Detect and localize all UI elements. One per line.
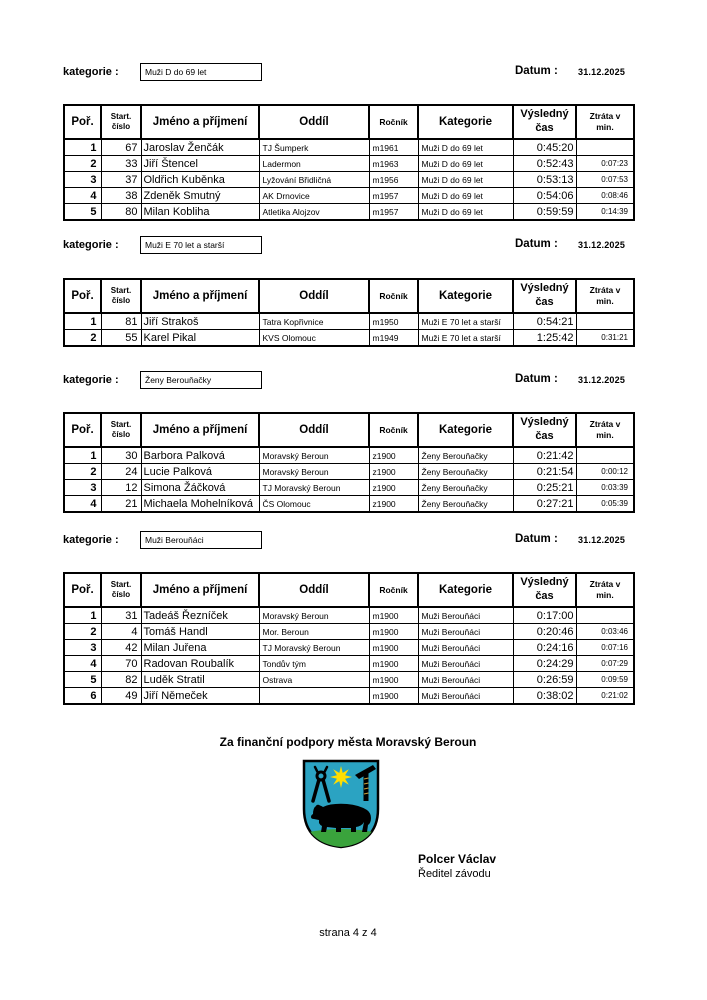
results-table: [63, 412, 635, 513]
cell-ztrata: 0:08:46: [576, 188, 634, 204]
table-head: [64, 573, 634, 607]
column-header-text: číslo: [111, 296, 131, 305]
column-header-cas: [513, 413, 576, 447]
table-head: [64, 413, 634, 447]
cell-start: 70: [101, 656, 141, 672]
cell-ztrata: 0:09:59: [576, 672, 634, 688]
cell-rocnik: m1950: [369, 313, 418, 330]
column-header-text: Kategorie: [438, 424, 493, 436]
column-header-text: Výsledný: [520, 282, 569, 295]
cell-por: 5: [64, 204, 101, 221]
cell-start: 42: [101, 640, 141, 656]
cell-cas: 0:21:54: [513, 464, 576, 480]
column-header-por: [64, 573, 101, 607]
table-row: [64, 330, 634, 347]
date-value: 31.12.2025: [578, 67, 626, 77]
cell-kategorie: Muži E 70 let a starší: [418, 313, 513, 330]
cell-kategorie: Ženy Berouňačky: [418, 496, 513, 513]
cell-cas: 1:25:42: [513, 330, 576, 347]
cell-start: 4: [101, 624, 141, 640]
cell-kategorie: Muži D do 69 let: [418, 172, 513, 188]
cell-start: 33: [101, 156, 141, 172]
table-body: [64, 313, 634, 346]
column-header-jmeno: [141, 279, 259, 313]
cell-cas: 0:20:46: [513, 624, 576, 640]
column-header-text: Start.: [110, 420, 132, 430]
cell-cas: 0:52:43: [513, 156, 576, 172]
column-header-text: Poř.: [71, 584, 94, 596]
column-header-text: Ztráta v: [589, 578, 621, 589]
cell-start: 55: [101, 330, 141, 347]
cell-start: 67: [101, 139, 141, 156]
cell-rocnik: m1949: [369, 330, 418, 347]
cell-oddil: TJ Moravský Beroun: [259, 640, 369, 656]
cell-rocnik: m1900: [369, 688, 418, 705]
cell-oddil: Moravský Beroun: [259, 447, 369, 464]
cell-cas: 0:24:16: [513, 640, 576, 656]
cell-rocnik: m1900: [369, 672, 418, 688]
cell-cas: 0:17:00: [513, 607, 576, 624]
column-header-text: Ztráta v: [589, 284, 621, 295]
signature-block: [418, 852, 496, 880]
column-header-text: Ročník: [379, 117, 408, 127]
cell-start: 82: [101, 672, 141, 688]
column-header-text: Kategorie: [438, 584, 493, 596]
cell-oddil: [259, 688, 369, 705]
table-body: [64, 447, 634, 512]
column-header-oddil: [259, 105, 369, 139]
column-header-text: Výsledný: [520, 108, 569, 121]
column-header-text: Ztráta v: [589, 418, 621, 429]
results-table: [63, 104, 635, 221]
cell-jmeno: Zdeněk Smutný: [141, 188, 259, 204]
category-label: kategorie :: [63, 239, 119, 251]
category-value-box: [140, 371, 262, 389]
table-row: [64, 688, 634, 705]
cell-ztrata: 0:14:39: [576, 204, 634, 221]
cell-ztrata: 0:31:21: [576, 330, 634, 347]
category-label: kategorie :: [63, 66, 119, 78]
column-header-kategorie: [418, 279, 513, 313]
page-number: strana 4 z 4: [319, 927, 377, 939]
table-row: [64, 624, 634, 640]
category-value-box: [140, 531, 262, 549]
star-icon: [330, 766, 352, 788]
column-header-text: Jméno a příjmení: [152, 424, 248, 436]
cell-cas: 0:27:21: [513, 496, 576, 513]
cell-por: 3: [64, 172, 101, 188]
cell-cas: 0:24:29: [513, 656, 576, 672]
column-header-kategorie: [418, 573, 513, 607]
column-header-cas: [513, 105, 576, 139]
cell-start: 31: [101, 607, 141, 624]
cell-por: 1: [64, 447, 101, 464]
cell-rocnik: m1963: [369, 156, 418, 172]
column-header-text: Jméno a příjmení: [152, 584, 248, 596]
table-row: [64, 656, 634, 672]
column-header-text: Ročník: [379, 585, 408, 595]
column-header-text: čas: [535, 122, 554, 134]
cell-jmeno: Milan Kobliha: [141, 204, 259, 221]
cell-start: 81: [101, 313, 141, 330]
column-header-text: Oddíl: [299, 116, 329, 128]
header-row: [64, 105, 634, 139]
cell-jmeno: Jaroslav Ženčák: [141, 139, 259, 156]
cell-oddil: Ladermon: [259, 156, 369, 172]
cell-kategorie: Ženy Berouňačky: [418, 447, 513, 464]
column-header-text: Kategorie: [438, 290, 493, 302]
cell-jmeno: Simona Žáčková: [141, 480, 259, 496]
cell-cas: 0:53:13: [513, 172, 576, 188]
column-header-por: [64, 105, 101, 139]
cell-kategorie: Muži Berouňáci: [418, 607, 513, 624]
category-value-box: [140, 236, 262, 254]
column-header-start: [101, 279, 141, 313]
table-head: [64, 105, 634, 139]
cell-oddil: KVS Olomouc: [259, 330, 369, 347]
cell-start: 49: [101, 688, 141, 705]
cell-kategorie: Muži D do 69 let: [418, 139, 513, 156]
cell-ztrata: [576, 447, 634, 464]
cell-kategorie: Muži Berouňáci: [418, 656, 513, 672]
column-header-text: min.: [596, 590, 614, 600]
column-header-text: min.: [596, 430, 614, 440]
cell-rocnik: m1957: [369, 204, 418, 221]
cell-rocnik: m1900: [369, 656, 418, 672]
cell-cas: 0:21:42: [513, 447, 576, 464]
cell-rocnik: m1956: [369, 172, 418, 188]
date-label: Datum :: [515, 373, 558, 385]
column-header-rocnik: [369, 105, 418, 139]
column-header-text: Poř.: [71, 290, 94, 302]
cell-jmeno: Barbora Palková: [141, 447, 259, 464]
column-header-text: Jméno a příjmení: [152, 290, 248, 302]
cell-jmeno: Tomáš Handl: [141, 624, 259, 640]
cell-rocnik: m1900: [369, 624, 418, 640]
cell-start: 21: [101, 496, 141, 513]
table-row: [64, 672, 634, 688]
column-header-start: [101, 413, 141, 447]
column-header-text: Oddíl: [299, 424, 329, 436]
cell-cas: 0:54:21: [513, 313, 576, 330]
cell-rocnik: m1961: [369, 139, 418, 156]
table-row: [64, 204, 634, 221]
column-header-jmeno: [141, 413, 259, 447]
cell-oddil: Lyžování Břidličná: [259, 172, 369, 188]
cell-oddil: Ostrava: [259, 672, 369, 688]
date-value: 31.12.2025: [578, 375, 626, 385]
column-header-cas: [513, 573, 576, 607]
cell-rocnik: z1900: [369, 480, 418, 496]
results-table: [63, 572, 635, 705]
column-header-text: Ztráta v: [589, 110, 621, 121]
cell-kategorie: Muži Berouňáci: [418, 688, 513, 705]
signature-name: Polcer Václav: [418, 852, 497, 866]
category-value: Muži E 70 let a starší: [145, 240, 225, 250]
column-header-oddil: [259, 413, 369, 447]
column-header-text: Start.: [110, 580, 132, 590]
table-head: [64, 279, 634, 313]
category-value: Ženy Berouňačky: [145, 375, 212, 385]
cell-start: 24: [101, 464, 141, 480]
category-value: Muži D do 69 let: [145, 67, 207, 77]
cell-por: 3: [64, 640, 101, 656]
table-row: [64, 480, 634, 496]
cell-kategorie: Ženy Berouňačky: [418, 480, 513, 496]
table-row: [64, 156, 634, 172]
column-header-text: Jméno a příjmení: [152, 116, 248, 128]
cell-ztrata: 0:00:12: [576, 464, 634, 480]
cell-rocnik: m1957: [369, 188, 418, 204]
cell-ztrata: [576, 607, 634, 624]
category-line: [0, 236, 707, 258]
column-header-text: Oddíl: [299, 584, 329, 596]
column-header-text: Ročník: [379, 425, 408, 435]
cell-por: 6: [64, 688, 101, 705]
cell-ztrata: 0:21:02: [576, 688, 634, 705]
cell-start: 80: [101, 204, 141, 221]
cell-por: 1: [64, 313, 101, 330]
cell-oddil: TJ Moravský Beroun: [259, 480, 369, 496]
column-header-text: číslo: [111, 590, 131, 599]
column-header-oddil: [259, 279, 369, 313]
cell-ztrata: [576, 139, 634, 156]
cell-kategorie: Muži D do 69 let: [418, 204, 513, 221]
date-value: 31.12.2025: [578, 535, 626, 545]
cell-oddil: Mor. Beroun: [259, 624, 369, 640]
cell-ztrata: 0:05:39: [576, 496, 634, 513]
cell-rocnik: z1900: [369, 464, 418, 480]
cell-start: 38: [101, 188, 141, 204]
category-value-box: [140, 63, 262, 81]
table-row: [64, 607, 634, 624]
column-header-ztrata: [576, 279, 634, 313]
cell-ztrata: 0:03:39: [576, 480, 634, 496]
cell-por: 2: [64, 624, 101, 640]
table-row: [64, 139, 634, 156]
cell-oddil: Tatra Kopřivnice: [259, 313, 369, 330]
cell-start: 30: [101, 447, 141, 464]
column-header-text: Oddíl: [299, 290, 329, 302]
cell-cas: 0:26:59: [513, 672, 576, 688]
table-row: [64, 172, 634, 188]
cell-cas: 0:54:06: [513, 188, 576, 204]
cell-jmeno: Tadeáš Řezníček: [141, 607, 259, 624]
cell-oddil: ČS Olomouc: [259, 496, 369, 513]
column-header-text: číslo: [111, 122, 131, 131]
cell-por: 4: [64, 188, 101, 204]
cell-por: 3: [64, 480, 101, 496]
signature-title: Ředitel závodu: [418, 868, 491, 880]
column-header-text: Start.: [110, 286, 132, 296]
cell-jmeno: Jiří Němeček: [141, 688, 259, 705]
cell-oddil: Moravský Beroun: [259, 464, 369, 480]
cell-oddil: Tondův tým: [259, 656, 369, 672]
category-line: [0, 531, 707, 553]
column-header-kategorie: [418, 413, 513, 447]
cell-ztrata: 0:03:46: [576, 624, 634, 640]
cell-por: 1: [64, 607, 101, 624]
cell-jmeno: Jiří Strakoš: [141, 313, 259, 330]
cell-oddil: AK Drnovice: [259, 188, 369, 204]
cell-oddil: Moravský Beroun: [259, 607, 369, 624]
cell-por: 1: [64, 139, 101, 156]
column-header-cas: [513, 279, 576, 313]
cell-kategorie: Muži E 70 let a starší: [418, 330, 513, 347]
category-label: kategorie :: [63, 534, 119, 546]
cell-ztrata: 0:07:53: [576, 172, 634, 188]
column-header-text: Start.: [110, 112, 132, 122]
table-row: [64, 464, 634, 480]
cell-ztrata: 0:07:29: [576, 656, 634, 672]
cell-ztrata: [576, 313, 634, 330]
column-header-kategorie: [418, 105, 513, 139]
cell-start: 37: [101, 172, 141, 188]
cell-jmeno: Karel Pikal: [141, 330, 259, 347]
column-header-rocnik: [369, 413, 418, 447]
column-header-text: Poř.: [71, 116, 94, 128]
cell-jmeno: Michaela Mohelníková: [141, 496, 259, 513]
moravsky-beroun-coat-of-arms-icon: [299, 757, 383, 851]
column-header-jmeno: [141, 573, 259, 607]
category-line: [0, 371, 707, 393]
column-header-text: číslo: [111, 430, 131, 439]
cell-ztrata: 0:07:16: [576, 640, 634, 656]
date-value: 31.12.2025: [578, 240, 626, 250]
cell-jmeno: Luděk Stratil: [141, 672, 259, 688]
column-header-ztrata: [576, 413, 634, 447]
sponsor-text: Za finanční podpory města Moravský Beroun: [219, 735, 477, 749]
cell-por: 2: [64, 464, 101, 480]
cell-kategorie: Muži Berouňáci: [418, 640, 513, 656]
column-header-start: [101, 105, 141, 139]
column-header-text: Kategorie: [438, 116, 493, 128]
cell-jmeno: Oldřich Kuběnka: [141, 172, 259, 188]
cell-jmeno: Jiří Štencel: [141, 156, 259, 172]
date-label: Datum :: [515, 65, 558, 77]
column-header-ztrata: [576, 105, 634, 139]
column-header-rocnik: [369, 573, 418, 607]
column-header-text: čas: [535, 430, 554, 442]
cell-cas: 0:45:20: [513, 139, 576, 156]
column-header-text: Poř.: [71, 424, 94, 436]
table-row: [64, 496, 634, 513]
table-body: [64, 139, 634, 220]
cell-cas: 0:59:59: [513, 204, 576, 221]
table-body: [64, 607, 634, 704]
header-row: [64, 279, 634, 313]
cell-rocnik: z1900: [369, 447, 418, 464]
cell-por: 2: [64, 330, 101, 347]
column-header-jmeno: [141, 105, 259, 139]
table-row: [64, 313, 634, 330]
cell-por: 4: [64, 656, 101, 672]
cell-por: 2: [64, 156, 101, 172]
cell-cas: 0:38:02: [513, 688, 576, 705]
column-header-text: min.: [596, 122, 614, 132]
cell-kategorie: Muži D do 69 let: [418, 188, 513, 204]
category-label: kategorie :: [63, 374, 119, 386]
column-header-text: Výsledný: [520, 576, 569, 589]
cell-jmeno: Milan Juřena: [141, 640, 259, 656]
date-label: Datum :: [515, 533, 558, 545]
table-row: [64, 188, 634, 204]
column-header-oddil: [259, 573, 369, 607]
header-row: [64, 573, 634, 607]
column-header-start: [101, 573, 141, 607]
column-header-por: [64, 413, 101, 447]
cell-rocnik: m1900: [369, 640, 418, 656]
cell-oddil: Atletika Alojzov: [259, 204, 369, 221]
date-label: Datum :: [515, 238, 558, 250]
header-row: [64, 413, 634, 447]
cell-rocnik: z1900: [369, 496, 418, 513]
cell-kategorie: Muži Berouňáci: [418, 624, 513, 640]
cell-kategorie: Muži D do 69 let: [418, 156, 513, 172]
cell-ztrata: 0:07:23: [576, 156, 634, 172]
column-header-rocnik: [369, 279, 418, 313]
column-header-text: min.: [596, 296, 614, 306]
category-line: [0, 63, 707, 85]
category-value: Muži Berouňáci: [145, 535, 204, 545]
cell-por: 4: [64, 496, 101, 513]
cell-rocnik: m1900: [369, 607, 418, 624]
column-header-text: Výsledný: [520, 416, 569, 429]
cell-cas: 0:25:21: [513, 480, 576, 496]
cell-kategorie: Muži Berouňáci: [418, 672, 513, 688]
cell-oddil: TJ Šumperk: [259, 139, 369, 156]
table-row: [64, 640, 634, 656]
column-header-por: [64, 279, 101, 313]
column-header-text: čas: [535, 590, 554, 602]
cell-kategorie: Ženy Berouňačky: [418, 464, 513, 480]
cell-por: 5: [64, 672, 101, 688]
column-header-text: čas: [535, 296, 554, 308]
results-table: [63, 278, 635, 347]
cell-jmeno: Radovan Roubalík: [141, 656, 259, 672]
column-header-ztrata: [576, 573, 634, 607]
column-header-text: Ročník: [379, 291, 408, 301]
cell-start: 12: [101, 480, 141, 496]
cell-jmeno: Lucie Palková: [141, 464, 259, 480]
table-row: [64, 447, 634, 464]
